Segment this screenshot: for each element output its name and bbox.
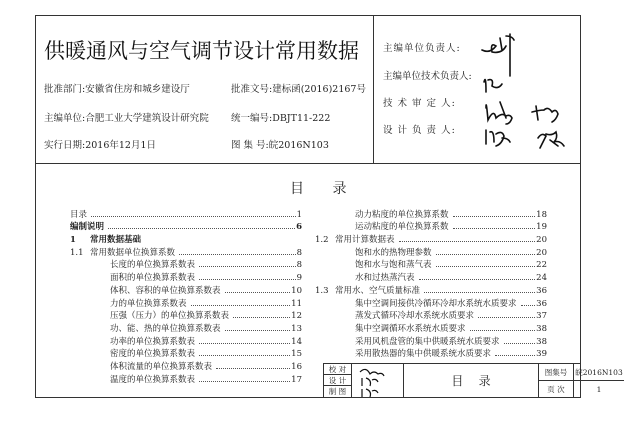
editor-unit: 主编单位:合肥工业大学建筑设计研究院 — [44, 113, 209, 124]
toc-entry[interactable] — [70, 347, 302, 360]
dot-leader — [199, 343, 290, 344]
sig-label-reviewer: 技 术 审 定 人: — [383, 98, 456, 109]
toc-entry-label: 功、能、热的单位换算系数表 — [110, 323, 221, 334]
toc-entry[interactable] — [315, 283, 547, 296]
toc-entry-page: 8 — [296, 247, 302, 258]
unified-number: 统一编号:DBJT11-222 — [231, 113, 331, 124]
toc-entry-label: 动力粘度的单位换算系数 — [355, 209, 449, 220]
toc-entry-number: 1.2 — [315, 235, 329, 246]
dot-leader — [233, 317, 290, 318]
dot-leader — [179, 254, 296, 255]
dot-leader — [108, 228, 295, 229]
toc-left-column — [70, 207, 302, 385]
toc-entry[interactable] — [70, 232, 302, 245]
toc-entry[interactable] — [70, 220, 302, 233]
toc-entry[interactable] — [315, 334, 547, 347]
toc-entry-label: 目录 — [70, 209, 88, 220]
sig-label-tech-head: 主编单位技术负责人: — [383, 71, 472, 82]
dot-leader — [199, 355, 290, 356]
toc-entry[interactable] — [70, 270, 302, 283]
toc-entry-label: 长度的单位换算系数表 — [110, 260, 196, 271]
design-label: 设 计 — [324, 375, 352, 386]
toc-entry-page: 20 — [536, 235, 547, 246]
page-label: 页 次 — [539, 381, 574, 398]
toc-entry-page: 36 — [536, 298, 547, 309]
toc-entry-label: 集中空调间接供冷循环冷却水系统水质要求 — [355, 298, 517, 309]
toc-entry-label: 饱和水与饱和蒸气表 — [355, 260, 432, 271]
handwritten-signatures — [480, 30, 580, 150]
check-label: 校 对 — [324, 364, 352, 375]
toc-entry-page: 11 — [291, 298, 302, 309]
title-block — [323, 363, 623, 398]
toc-entry[interactable] — [70, 245, 302, 258]
toc-entry-label: 集中空调循环水系统水质要求 — [355, 323, 466, 334]
toc-entry[interactable] — [70, 296, 302, 309]
sig-label-design-head: 设 计 负 责 人: — [383, 125, 456, 136]
toc-entry[interactable] — [70, 309, 302, 322]
toc-entry-label: 力的单位换算系数表 — [110, 298, 187, 309]
title-block-signatures — [352, 364, 404, 398]
toc-entry-label: 体积流量的单位换算系数表 — [110, 361, 213, 372]
toc-entry[interactable] — [315, 321, 547, 334]
dot-leader — [225, 292, 291, 293]
toc-entry-page: 9 — [296, 273, 302, 284]
toc-entry-page: 22 — [536, 260, 547, 271]
toc-entry-label: 编制说明 — [70, 222, 105, 233]
toc-entry[interactable] — [315, 220, 547, 233]
toc-entry[interactable] — [70, 372, 302, 385]
dot-leader — [199, 279, 296, 280]
toc-entry-page: 38 — [536, 336, 547, 347]
toc-entry-label: 压强（压力）的单位换算系数表 — [110, 311, 230, 322]
toc-entry[interactable] — [315, 258, 547, 271]
toc-entry-page: 6 — [296, 222, 302, 233]
dot-leader — [216, 368, 290, 369]
toc-entry[interactable] — [315, 309, 547, 322]
toc-entry-page: 1 — [296, 209, 302, 220]
toc-entry[interactable] — [70, 334, 302, 347]
dot-leader — [436, 266, 536, 267]
toc-entry-page: 39 — [536, 349, 547, 360]
page-value: 1 — [596, 385, 602, 394]
toc-entry-label: 密度的单位换算系数表 — [110, 349, 196, 360]
dot-leader — [495, 355, 535, 356]
toc-entry[interactable] — [315, 296, 547, 309]
toc-entry-page: 37 — [536, 311, 547, 322]
sig-label-unit-head: 主编单位负责人: — [383, 43, 461, 54]
toc-entry-page: 17 — [291, 374, 302, 385]
toc-entry[interactable] — [70, 283, 302, 296]
toc-entry-label: 功率的单位换算系数表 — [110, 336, 196, 347]
dot-leader — [191, 305, 291, 306]
effective-date: 实行日期:2016年12月1日 — [44, 140, 157, 151]
toc-entry-page: 14 — [291, 336, 302, 347]
dot-leader — [504, 343, 536, 344]
toc-entry-page: 18 — [536, 209, 547, 220]
dot-leader — [399, 241, 536, 242]
toc-entry-label: 水和过热蒸汽表 — [355, 273, 415, 284]
toc-entry-page: 36 — [536, 285, 547, 296]
approval-dept: 批准部门:安徽省住房和城乡建设厅 — [44, 84, 190, 95]
sheet-title: 目 录 — [404, 364, 539, 398]
toc-entry-label: 常用数据基础 — [90, 235, 142, 246]
dot-leader — [91, 216, 296, 217]
toc-entry-page: 10 — [291, 285, 302, 296]
handwritten-signatures — [352, 364, 404, 398]
toc-entry-label: 蒸发式循环冷却水系统水质要求 — [355, 311, 475, 322]
toc-entry-page: 24 — [536, 273, 547, 284]
atlas-number-label: 图集号 — [539, 364, 574, 381]
toc-entry-label: 温度的单位换算系数表 — [110, 374, 196, 385]
toc-entry[interactable] — [315, 245, 547, 258]
toc-entry[interactable] — [315, 207, 547, 220]
dot-leader — [521, 305, 536, 306]
toc-entry-page: 12 — [291, 311, 302, 322]
dot-leader — [436, 254, 536, 255]
atlas-number-value: 皖2016N103 — [574, 364, 624, 381]
toc-entry-label: 面积的单位换算系数表 — [110, 273, 196, 284]
toc-entry-label: 采用散热器的集中供暖系统水质要求 — [355, 349, 492, 360]
atlas-number: 图 集 号:皖2016N103 — [231, 140, 329, 151]
toc-right-column — [315, 207, 547, 359]
toc-entry-label: 常用水、空气质量标准 — [335, 285, 421, 296]
toc-entry-number: 1 — [70, 235, 76, 246]
toc-entry-number: 1.3 — [315, 285, 329, 296]
dot-leader — [225, 330, 291, 331]
toc-entry-page: 13 — [291, 323, 302, 334]
toc-entry-label: 常用计算数据表 — [335, 235, 395, 246]
toc-entry-label: 运动粘度的单位换算系数 — [355, 222, 449, 233]
dot-leader — [453, 228, 536, 229]
toc-entry[interactable] — [70, 359, 302, 372]
toc-heading: 目 录 — [290, 181, 359, 197]
toc-entry-label: 体积、容积的单位换算系数表 — [110, 285, 221, 296]
dot-leader — [478, 317, 535, 318]
approval-doc: 批准文号:建标函(2016)2167号 — [231, 84, 366, 95]
toc-entry-page: 16 — [291, 361, 302, 372]
toc-entry-number: 1.1 — [70, 247, 84, 258]
toc-entry[interactable] — [70, 207, 302, 220]
toc-entry-label: 饱和水的热物理参数 — [355, 247, 432, 258]
toc-entry-label: 常用数据单位换算系数 — [90, 247, 176, 258]
dot-leader — [424, 292, 535, 293]
toc-entry-page: 19 — [536, 222, 547, 233]
toc-entry-page: 38 — [536, 323, 547, 334]
toc-entry[interactable] — [70, 321, 302, 334]
toc-entry[interactable] — [315, 270, 547, 283]
toc-entry[interactable] — [315, 347, 547, 360]
toc-entry-label: 采用风机盘管的集中供暖系统水质要求 — [355, 336, 500, 347]
dot-leader — [199, 266, 296, 267]
dot-leader — [453, 216, 536, 217]
dot-leader — [470, 330, 536, 331]
toc-entry[interactable] — [315, 232, 547, 245]
dot-leader — [199, 381, 290, 382]
document-title: 供暖通风与空气调节设计常用数据 — [44, 39, 359, 63]
toc-entry-page: 8 — [296, 260, 302, 271]
dot-leader — [419, 279, 536, 280]
draw-label: 制 图 — [324, 386, 352, 398]
toc-entry[interactable] — [70, 258, 302, 271]
toc-entry-page: 15 — [291, 349, 302, 360]
toc-entry-page: 20 — [536, 247, 547, 258]
